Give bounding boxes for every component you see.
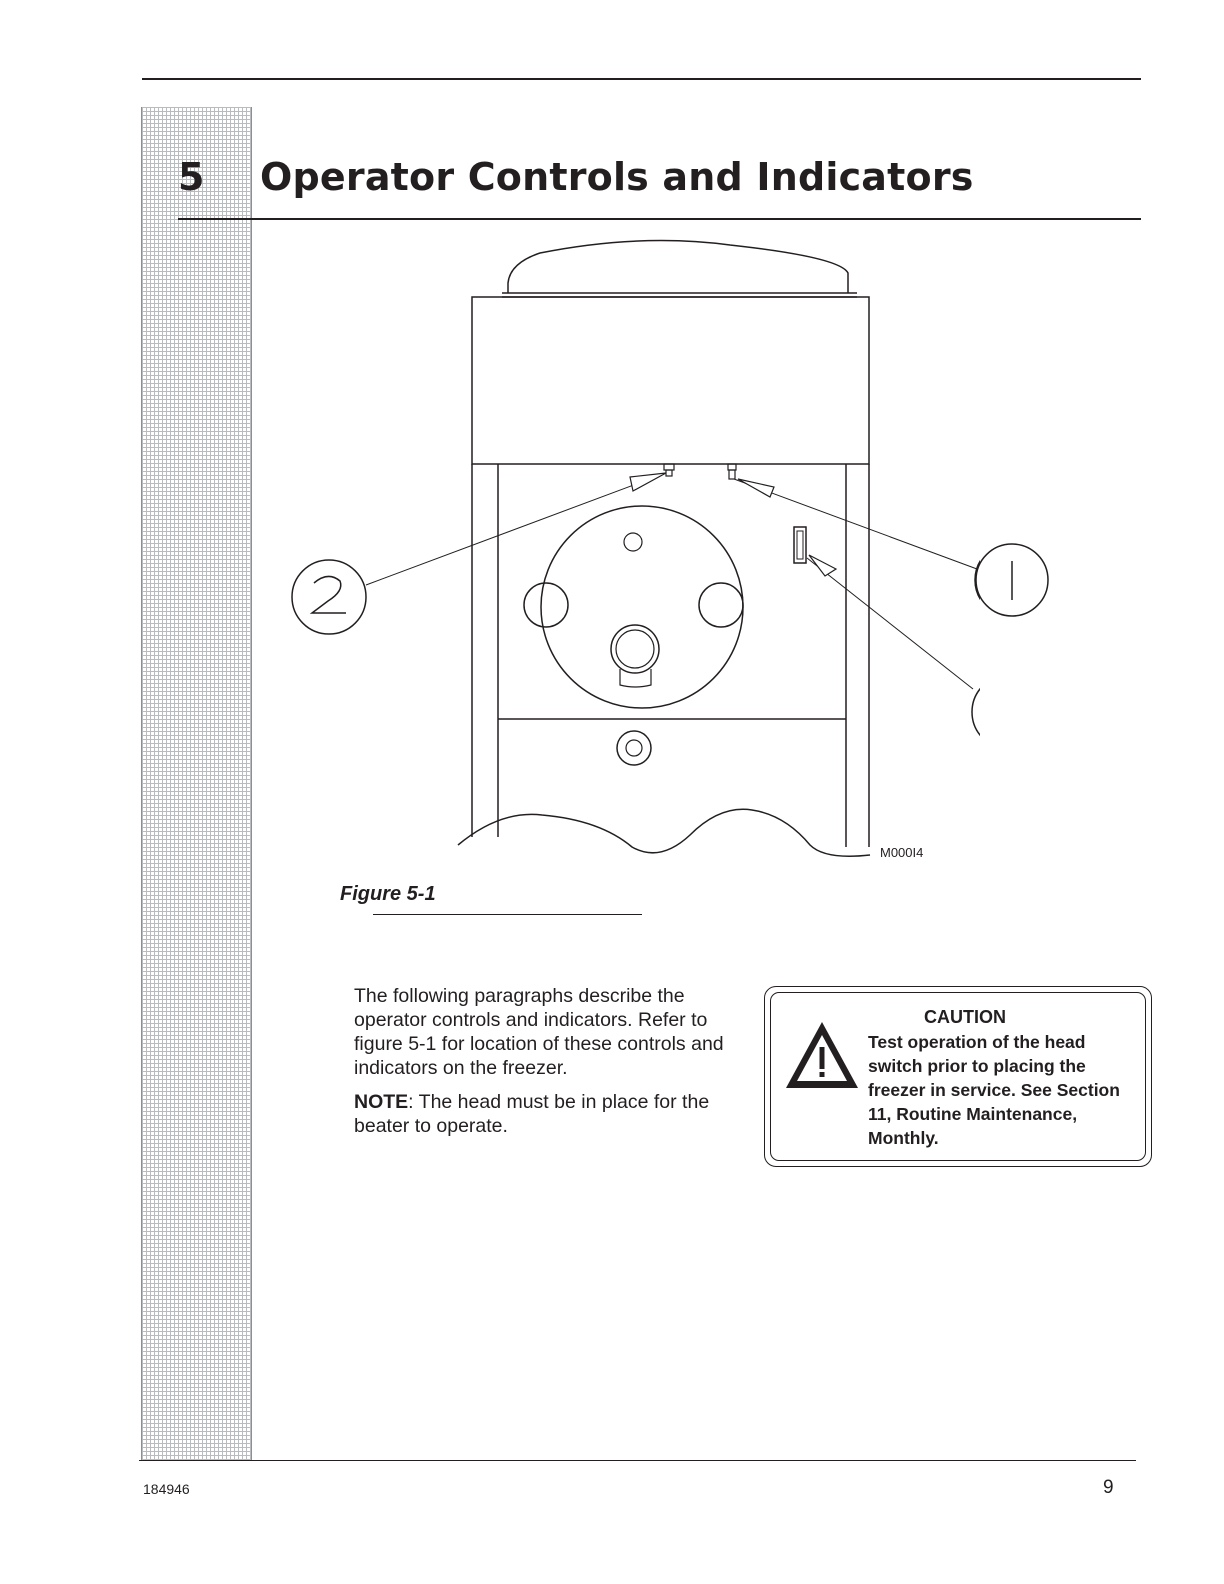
title-rule [178, 218, 1141, 220]
section-number: 5 [178, 155, 205, 199]
footer-rule [139, 1460, 1136, 1461]
body-text [354, 984, 754, 1148]
figure-caption: Figure 5-1 [340, 883, 436, 905]
footer-page-number: 9 [1103, 1477, 1114, 1498]
warning-triangle-icon [784, 1020, 860, 1090]
intro-paragraph: The following paragraphs describe the operator controls and indicators. Refer to figure 5-1 for location of these controls and indicators on the freezer. [354, 985, 724, 1079]
callout-1-circle [975, 543, 1055, 623]
figure-caption-rule [373, 914, 642, 915]
freezer-head-housing [472, 297, 869, 464]
freezer-top-cap [508, 241, 848, 294]
caution-text: Test operation of the head switch prior to placing the freezer in service. See Section 11, Routine Maintenance, Monthly. [868, 1032, 1120, 1148]
head-switch-1 [728, 464, 736, 470]
caution-title: CAUTION [924, 1007, 1006, 1027]
section-grid-bar [141, 107, 252, 1461]
indicator-3 [794, 527, 806, 563]
drawing-code: M000I4 [880, 845, 924, 860]
freezer-figure [280, 235, 980, 875]
freezer-door [541, 506, 743, 708]
callout-3 [972, 675, 980, 749]
callout-2 [292, 560, 366, 634]
note-paragraph [354, 1090, 754, 1138]
note-text: : The head must be in place for the beater to operate. [354, 1091, 710, 1137]
note-label: NOTE [354, 1091, 409, 1113]
cut-line [458, 809, 870, 856]
footer-doc-number: 184946 [143, 1481, 190, 1497]
caution-box [764, 986, 1152, 1167]
head-switch-2 [664, 464, 674, 470]
page-title: Operator Controls and Indicators [260, 155, 974, 199]
header-rule [142, 78, 1141, 80]
